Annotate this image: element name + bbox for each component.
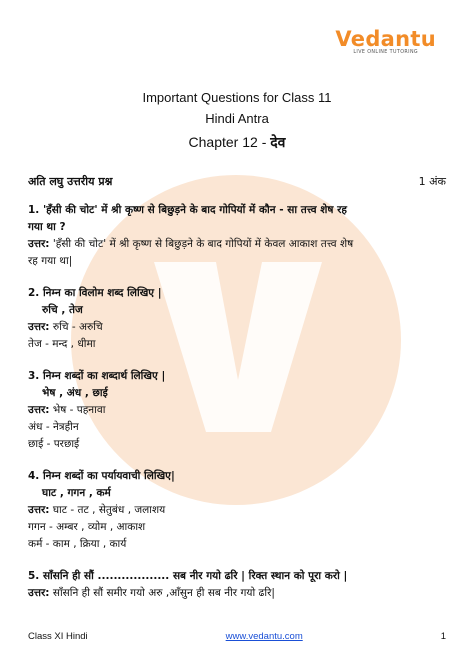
chapter-name: देव xyxy=(270,135,286,151)
logo-wordmark: Vedantu xyxy=(335,27,436,51)
answer-3-line-3: छाई - परछाई xyxy=(28,438,80,450)
questions-body xyxy=(28,202,446,602)
answer-5-line-1: साँसनि ही सौं समीर गयो अरु ,आँसुन ही सब नीर गयो ढरि| xyxy=(49,587,275,599)
question-1-line-2: गया था ? xyxy=(28,221,66,233)
section-marks: 1 अंक xyxy=(418,175,446,188)
answer-4-line-2: गगन - अम्बर , व्योम , आकाश xyxy=(28,521,146,533)
answer-1-line-2: रह गया था| xyxy=(28,255,73,267)
question-4: 4. निम्न शब्दों का पर्यायवाची लिखिए| xyxy=(28,470,175,482)
question-4-words: घाट , गगन , कर्म xyxy=(42,487,111,499)
answer-label: उत्तर: xyxy=(28,587,50,599)
question-5: 5. साँसनि ही सौं .................. सब नीर गयो ढरि | रिक्त स्थान को पूरा करो | xyxy=(28,570,348,582)
answer-2-line-2: तेज - मन्द , धीमा xyxy=(28,338,96,350)
answer-1 xyxy=(28,236,446,270)
question-2: 2. निम्न का विलोम शब्द लिखिए | xyxy=(28,287,162,299)
answer-label: उत्तर: xyxy=(28,504,50,516)
section-heading xyxy=(28,174,446,189)
answer-label: उत्तर: xyxy=(28,404,50,416)
vedantu-website-link[interactable]: www.vedantu.com xyxy=(225,631,303,642)
answer-3-line-2: अंध - नेत्रहीन xyxy=(28,421,79,433)
question-2-words: रुचि , तेज xyxy=(42,304,83,316)
answer-4-line-1: घाट - तट , सेतुबंध , जलाशय xyxy=(49,504,166,516)
section-title: अति लघु उत्तरीय प्रश्न xyxy=(28,175,113,188)
chapter-prefix: Chapter 12 - xyxy=(188,134,271,150)
answer-1-line-1: 'हँसी की चोट' में श्री कृष्ण से बिछुड़ने के बाद गोपियों में केवल आकाश तत्त्व शेष xyxy=(49,238,354,250)
question-1 xyxy=(28,202,446,236)
logo-tagline: LIVE ONLINE TUTORING xyxy=(353,50,419,55)
answer-label: उत्तर: xyxy=(28,238,50,250)
vedantu-logo xyxy=(335,28,436,55)
answer-label: उत्तर: xyxy=(28,321,50,333)
answer-2 xyxy=(28,319,446,353)
answer-3 xyxy=(28,402,446,453)
answer-4 xyxy=(28,502,446,553)
answer-3-line-1: भेष - पहनावा xyxy=(49,404,106,416)
question-3-words: भेष , अंध , छाई xyxy=(42,387,108,399)
page-number: 1 xyxy=(440,631,446,642)
answer-4-line-3: कर्म - काम , क्रिया , कार्य xyxy=(28,538,127,550)
page-footer xyxy=(28,631,446,642)
answer-2-line-1: रुचि - अरुचि xyxy=(49,321,103,333)
subject-title: Hindi Antra xyxy=(205,111,269,126)
chapter-title xyxy=(0,133,474,152)
document-title: Important Questions for Class 11 xyxy=(142,90,332,105)
question-1-line-1: 1. 'हँसी की चोट' में श्री कृष्ण से बिछुड़ने के बाद गोपियों में कौन - सा तत्त्व शेष रह xyxy=(28,204,347,216)
question-3: 3. निम्न शब्दों का शब्दार्थ लिखिए | xyxy=(28,370,166,382)
footer-class-label: Class XI Hindi xyxy=(28,631,88,642)
answer-5 xyxy=(28,585,446,602)
